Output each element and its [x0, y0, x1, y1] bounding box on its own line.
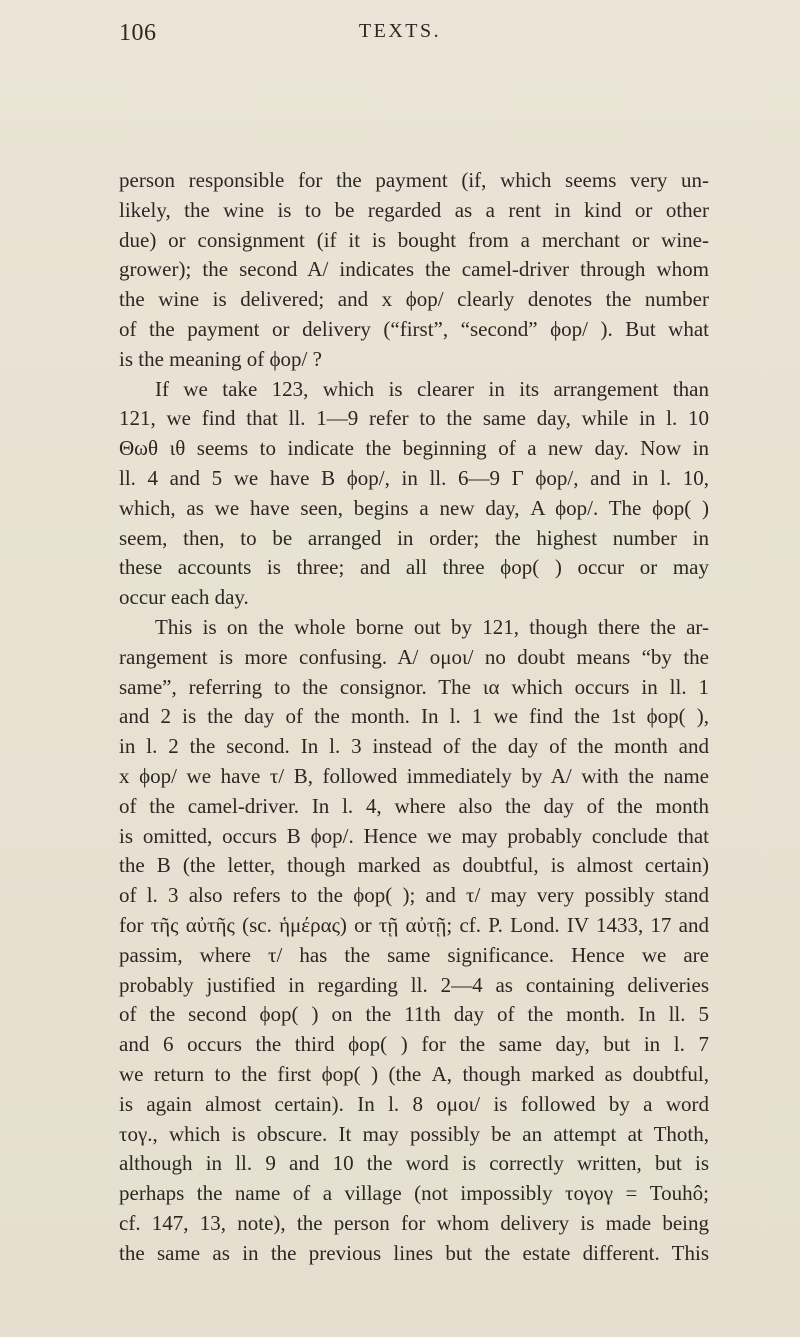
text-line: of l. 3 also refers to the ϕop( ); and τ/ may very possibly stand: [119, 883, 709, 908]
text-line: in l. 2 the second. In l. 3 instead of the day of the month and: [119, 734, 709, 759]
text-line: Θωθ ιθ seems to indicate the beginning of a new day. Now in: [119, 436, 709, 461]
text-line: the same as in the previous lines but the estate different. This: [119, 1240, 709, 1265]
text-line: and 2 is the day of the month. In l. 1 we find the 1st ϕop( ),: [119, 704, 709, 729]
text-line: 121, we find that ll. 1—9 refer to the same day, while in l. 10: [119, 406, 709, 431]
text-line: the wine is delivered; and x ϕop/ clearly denotes the number: [119, 287, 709, 312]
text-line: which, as we have seen, begins a new day, Α ϕop/. The ϕop( ): [119, 495, 709, 520]
text-line: If we take 123, which is clearer in its arrangement than: [155, 376, 709, 401]
text-line: perhaps the name of a village (not impossibly τογογ = Touhô;: [119, 1181, 709, 1206]
text-line: is the meaning of ϕop/ ?: [119, 346, 322, 371]
text-line: of the payment or delivery (“first”, “second” ϕop/ ). But what: [119, 316, 709, 341]
text-line: passim, where τ/ has the same significance. Hence we are: [119, 942, 709, 967]
running-head: TEXTS.: [358, 20, 442, 42]
text-line: is omitted, occurs Β ϕop/. Hence we may probably conclude that: [119, 823, 709, 848]
text-line: This is on the whole borne out by 121, though there the ar-: [155, 614, 709, 639]
text-line: is again almost certain). In l. 8 ομοι/ is followed by a word: [119, 1091, 709, 1116]
page-number: 106: [119, 20, 157, 46]
text-line: rangement is more confusing. A/ ομοι/ no doubt means “by the: [119, 644, 709, 669]
text-line: cf. 147, 13, note), the person for whom delivery is made being: [119, 1210, 709, 1235]
text-line: grower); the second A/ indicates the camel-driver through whom: [119, 257, 709, 282]
text-line: same”, referring to the consignor. The ια which occurs in ll. 1: [119, 674, 709, 699]
body-text: [119, 166, 709, 1268]
text-line: occur each day.: [119, 585, 249, 610]
text-line: although in ll. 9 and 10 the word is correctly written, but is: [119, 1151, 709, 1176]
text-line: τογ., which is obscure. It may possibly be an attempt at Thoth,: [119, 1121, 709, 1146]
text-line: ll. 4 and 5 we have Β ϕop/, in ll. 6—9 Γ ϕop/, and in l. 10,: [119, 465, 709, 490]
text-line: x ϕop/ we have τ/ Β, followed immediately by A/ with the name: [119, 763, 709, 788]
text-line: for τῆς αὐτῆς (sc. ἡμέρας) or τῇ αὐτῇ; cf. P. Lond. IV 1433, 17 and: [119, 912, 709, 937]
text-line: probably justified in regarding ll. 2—4 as containing deliveries: [119, 972, 709, 997]
text-line: seem, then, to be arranged in order; the highest number in: [119, 525, 709, 550]
text-line: person responsible for the payment (if, which seems very un-: [119, 168, 709, 192]
text-line: these accounts is three; and all three ϕop( ) occur or may: [119, 555, 709, 580]
text-line: the Β (the letter, though marked as doubtful, is almost certain): [119, 853, 709, 878]
text-line: we return to the first ϕop( ) (the Α, though marked as doubtful,: [119, 1061, 709, 1086]
text-line: likely, the wine is to be regarded as a rent in kind or other: [119, 197, 709, 222]
text-line: of the second ϕop( ) on the 11th day of the month. In ll. 5: [119, 1002, 709, 1027]
text-line: and 6 occurs the third ϕop( ) for the same day, but in l. 7: [119, 1032, 709, 1057]
text-line: of the camel-driver. In l. 4, where also the day of the month: [119, 793, 709, 818]
text-line: due) or consignment (if it is bought from a merchant or wine-: [119, 227, 709, 252]
page-header: [0, 0, 800, 60]
